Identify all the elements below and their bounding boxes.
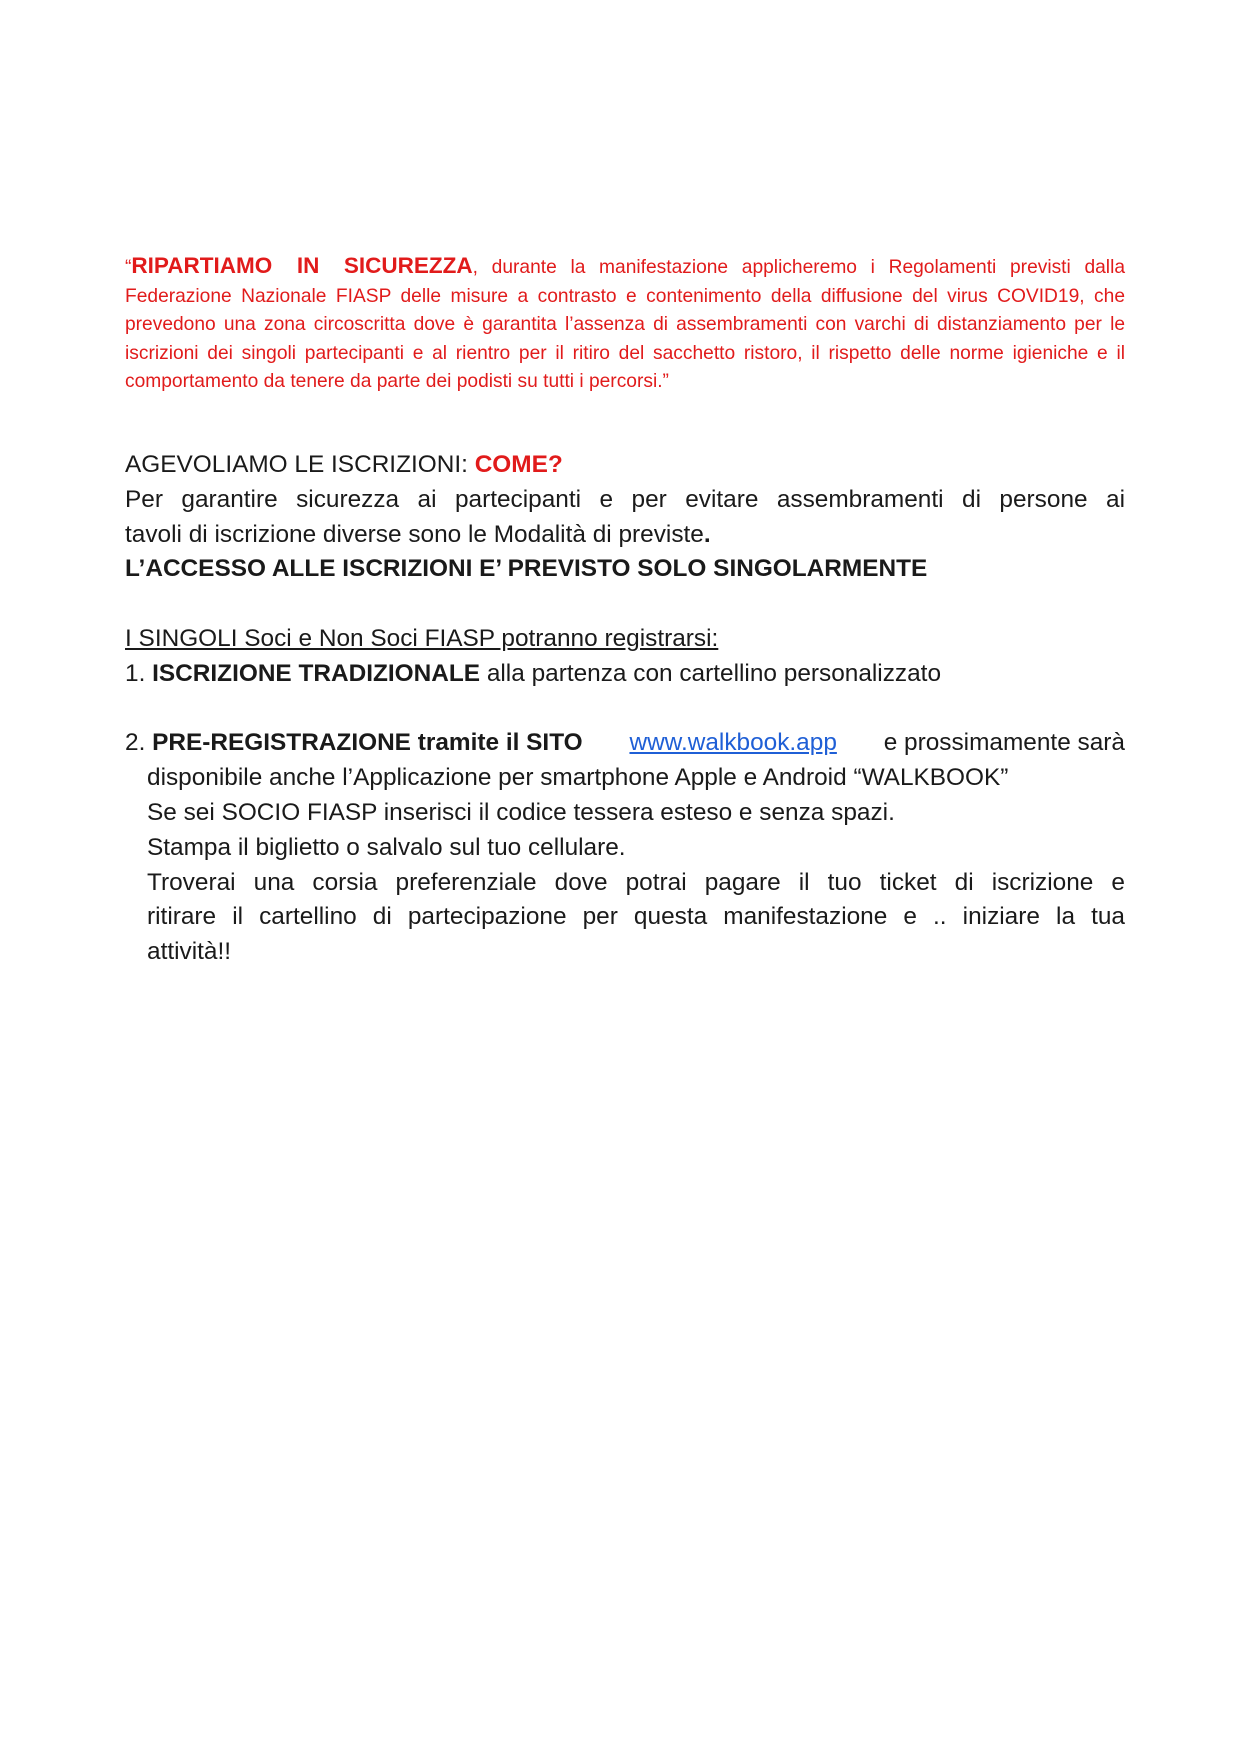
list-item-2-line-5: Troverai una corsia preferenziale dove potrai pagare il tuo ticket di iscrizione e (147, 868, 1125, 896)
list-item-2-line-2: disponibile anche l’Applicazione per smartphone Apple e Android “WALKBOOK” (147, 764, 1009, 792)
list-item-2-line-4: Stampa il biglietto o salvalo sul tuo cellulare. (147, 833, 626, 861)
intro-line-2 (125, 518, 1125, 553)
notice-lead: RIPARTIAMO IN SICUREZZA (131, 253, 473, 278)
list-item-1 (125, 657, 1125, 692)
notice-text: , durante la manifestazione applicheremo i Regolamenti previsti dalla Federazione Nazionale FIASP delle misure a contrasto e contenimento della diffusione del virus COVID19, che prevedono una zona circoscritta dove è garantita l’assenza di assembramenti con varchi di distanziamento per le iscrizioni dei singoli partecipanti e al rientro per il ritiro del sacchetto ristoro, il rispetto delle norme igieniche e il comportamento da tenere da parte dei podisti su tutti i percorsi.” (125, 257, 1125, 393)
list-item-2-lead (125, 726, 583, 761)
list-item-1-text: alla partenza con cartellino personalizzato (480, 659, 942, 687)
list-item-1-bold: ISCRIZIONE TRADIZIONALE (152, 659, 481, 687)
list-item-2-line-1 (125, 726, 1125, 761)
access-notice: L’ACCESSO ALLE ISCRIZIONI E’ PREVISTO SOLO SINGOLARMENTE (125, 555, 928, 583)
list-item-2-line-6: ritirare il cartellino di partecipazione per questa manifestazione e .. iniziare la tua (147, 903, 1125, 931)
covid-notice-paragraph (125, 252, 1125, 397)
intro-line-2-text: tavoli di iscrizione diverse sono le Modalità di previste (125, 520, 704, 548)
spacer (125, 587, 1125, 622)
registration-subheading: I SINGOLI Soci e Non Soci FIASP potranno registrarsi: (125, 624, 719, 652)
section-heading-prefix: AGEVOLIAMO LE ISCRIZIONI: (125, 451, 475, 478)
list-item-2-line-3: Se sei SOCIO FIASP inserisci il codice tessera esteso e senza spazi. (147, 798, 895, 826)
spacer (125, 692, 1125, 727)
intro-line-2-end: . (703, 520, 711, 548)
section-heading-highlight: COME? (474, 451, 563, 478)
notice-open-quote: “ (125, 257, 132, 278)
list-item-1-number: 1. (125, 659, 146, 687)
registration-section (125, 448, 1125, 970)
intro-line-1: Per garantire sicurezza ai partecipanti e per evitare assembramenti di persone ai (125, 485, 1125, 513)
walkbook-link[interactable]: www.walkbook.app (629, 729, 837, 757)
list-item-2-number: 2. (125, 729, 146, 757)
list-item-2-bold: PRE-REGISTRAZIONE tramite il SITO (152, 729, 583, 757)
list-item-2-text-after-link: e prossimamente sarà (883, 729, 1125, 757)
list-item-2-line-7: attività!! (147, 938, 232, 966)
section-heading (125, 448, 1125, 483)
